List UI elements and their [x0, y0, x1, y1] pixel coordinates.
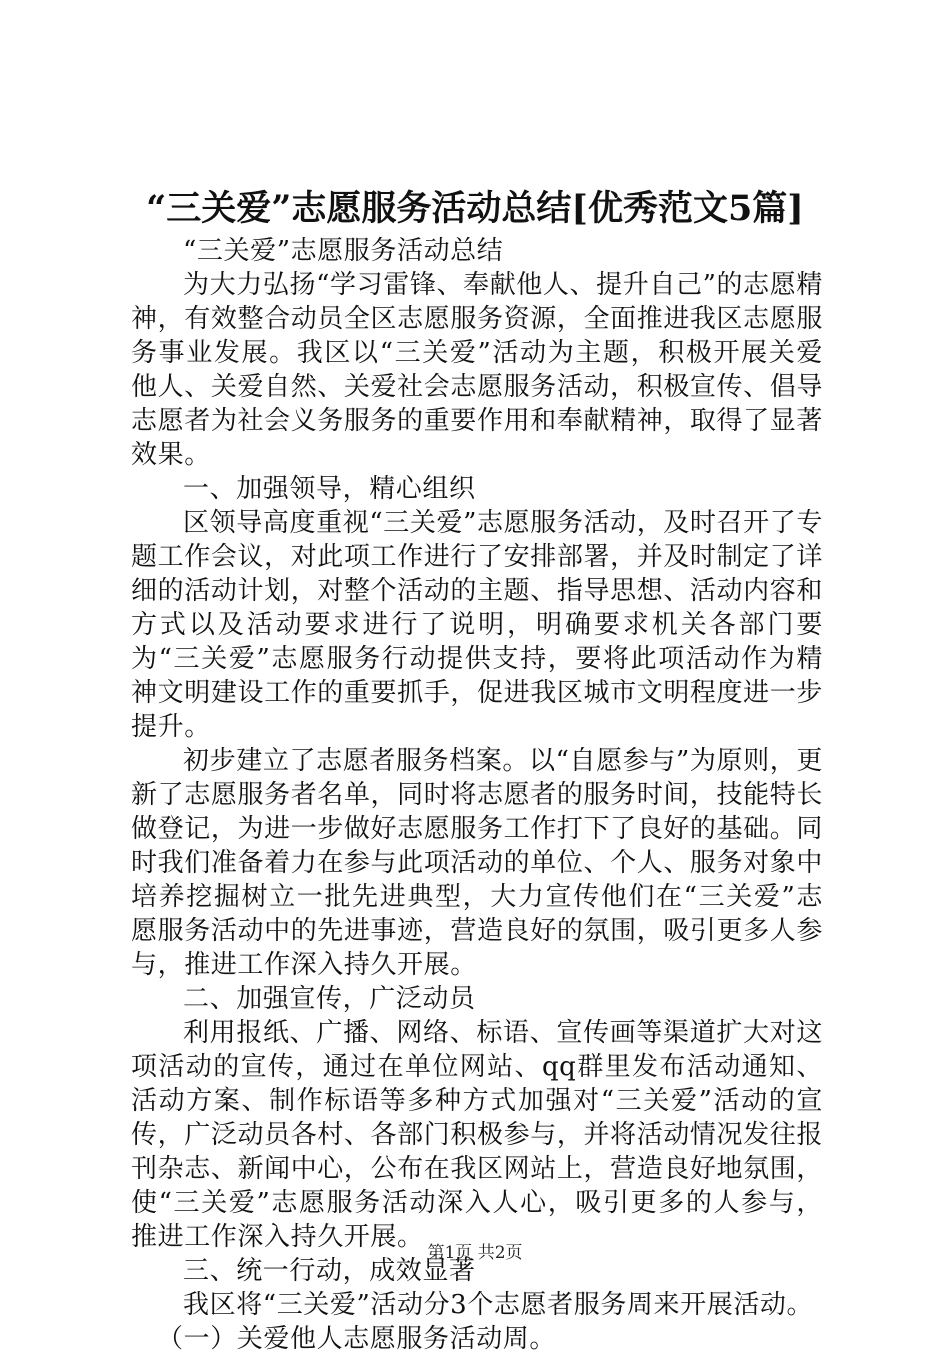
section-3-paragraph-1: 我区将“三关爱”活动分3个志愿者服务周来开展活动。: [183, 1290, 814, 1320]
section-2-heading: 二、加强宣传，广泛动员: [183, 984, 476, 1014]
section-3-subheading-1: （一）关爱他人志愿服务活动周。: [157, 1324, 557, 1354]
section-1-paragraph-2: 初步建立了志愿者服务档案。以“自愿参与”为原则，更新了志愿服务者名单，同时将志愿者的服务时间，技能特长做登记，为进一步做好志愿服务工作打下了良好的基础。同时我们准备着力在参与此项活动的单位、个人、服务对象中培养挖掘树立一批先进典型，大力宣传他们在“三关爱”志愿服务活动中的先进事迹，营造良好的氛围，吸引更多人参与，推进工作深入持久开展。: [131, 746, 823, 980]
section-1-heading: 一、加强领导，精心组织: [183, 474, 476, 504]
section-1-paragraph-1: 区领导高度重视“三关爱”志愿服务活动，及时召开了专题工作会议，对此项工作进行了安排部署，并及时制定了详细的活动计划，对整个活动的主题、指导思想、活动内容和方式以及活动要求进行了说明，明确要求机关各部门要为“三关爱”志愿服务行动提供支持，要将此项活动作为精神文明建设工作的重要抓手，促进我区城市文明程度进一步提升。: [131, 508, 823, 742]
document-body: [131, 234, 823, 1356]
page-footer: 第1页 共2页: [427, 1243, 523, 1263]
document-subtitle: “三关爱”志愿服务活动总结: [183, 236, 504, 266]
document-title: “三关爱”志愿服务活动总结[优秀范文5篇]: [146, 188, 804, 229]
section-2-paragraph-1: 利用报纸、广播、网络、标语、宣传画等渠道扩大对这项活动的宣传，通过在单位网站、qq群里发布活动通知、活动方案、制作标语等多种方式加强对“三关爱”活动的宣传，广泛动员各村、各部门积极参与，并将活动情况发往报刊杂志、新闻中心，公布在我区网站上，营造良好地氛围，使“三关爱”志愿服务活动深入人心，吸引更多的人参与，推进工作深入持久开展。: [131, 1018, 823, 1252]
section-3-heading: 三、统一行动，成效显著: [183, 1256, 476, 1286]
intro-paragraph: 为大力弘扬“学习雷锋、奉献他人、提升自己”的志愿精神，有效整合动员全区志愿服务资源，全面推进我区志愿服务事业发展。我区以“三关爱”活动为主题，积极开展关爱他人、关爱自然、关爱社会志愿服务活动，积极宣传、倡导志愿者为社会义务服务的重要作用和奉献精神，取得了显著效果。: [131, 270, 823, 470]
